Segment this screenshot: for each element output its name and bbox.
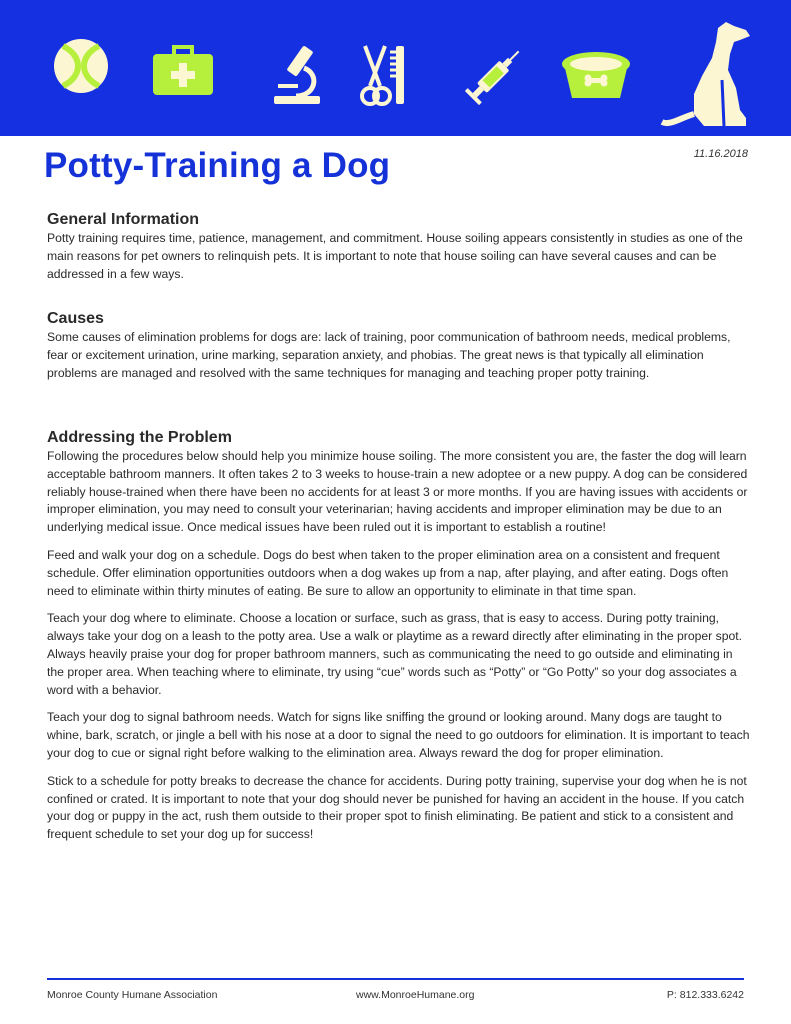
section-paragraph: Some causes of elimination problems for dogs are: lack of training, poor communication of bathroom needs, medical problems, fear or excitement urination, urine marking, separation anxiety, and phobias. The great news is that typically all elimination problems are managed and resolved with the same techniques for managing and teaching proper potty training. — [47, 330, 731, 380]
section-paragraph: Teach your dog where to eliminate. Choose a location or surface, such as grass, that is easy to access. During potty training, always take your dog on a leash to the potty area. Use a walk or playtime as a reward directly after eliminating in the proper spot. Always heavily praise your dog for proper bathroom manners, such as communicating the need to go outside and eliminating in the proper area. When teaching where to eliminate, try using “cue” words such as “Potty” or “Go Potty” so your dog associates a word with a behavior. — [47, 611, 743, 697]
section-heading: General Information — [47, 211, 200, 228]
first-aid-kit-icon — [152, 44, 214, 96]
sitting-dog-icon — [660, 18, 760, 130]
section-paragraph: Potty training requires time, patience, management, and commitment. House soiling appears consistently in studies as one of the main reasons for pet owners to relinquish pets. It is important to note that house soiling can have several causes and can be addressed in a few ways. — [47, 231, 743, 281]
section-paragraph: Stick to a schedule for potty breaks to decrease the chance for accidents. During potty training, supervise your dog when he is not confined or crated. It is important to note that your dog should never be punished for having an accident in the house. If you catch your dog or puppy in the act, rush them outside to their proper spot to finish eliminating. Be patient and stick to a consistent and frequent schedule to set your dog up for success! — [47, 773, 747, 842]
page-title: Potty-Training a Dog — [44, 146, 391, 185]
section-heading: Addressing the Problem — [47, 429, 232, 446]
microscope-icon — [268, 44, 324, 106]
document-date: 11.16.2018 — [693, 148, 748, 160]
footer-organization: Monroe County Humane Association — [47, 989, 218, 1001]
footer-divider — [47, 978, 744, 980]
footer-website: www.MonroeHumane.org — [356, 989, 475, 1001]
section-causes — [47, 309, 752, 382]
section-paragraph: Feed and walk your dog on a schedule. Dogs do best when taken to the proper elimination area on a consistent and frequent schedule. Offer elimination opportunities outdoors when a dog wakes up from a nap, after playing, and after eating. Dogs often need to eliminate within thirty minutes of eating. Be sure to allow an opportunity to eliminate in that time span. — [47, 547, 729, 598]
header-banner — [0, 0, 791, 136]
section-addressing-the-problem — [47, 428, 752, 844]
section-paragraph: Following the procedures below should help you minimize house soiling. The more consistent you are, the faster the dog will learn acceptable bathroom manners. It often takes 2 to 3 weeks to house-train a new adoptee or a new puppy. A dog can be considered reliably house-trained when there have been no accidents for at least 3 or more months. If you are having issues with accidents or improper elimination, you may need to consult your veterinarian; having accidents and improper elimination may be due to an underlying medical issue. Once medical issues have been ruled out it is important to establish a routine! — [47, 449, 748, 535]
syringe-icon — [462, 40, 530, 108]
section-general-information — [47, 210, 752, 283]
section-paragraph: Teach your dog to signal bathroom needs. Watch for signs like sniffing the ground or looking around. Many dogs are taught to whine, bark, scratch, or jingle a bell with his nose at a door to signal the need to go outdoors for elimination. It is important to teach your dog to cue or signal right before walking to the elimination area. Always reward the dog for proper elimination. — [47, 710, 750, 760]
dog-bowl-icon — [556, 48, 636, 102]
section-heading: Causes — [47, 310, 104, 327]
scissors-comb-icon — [360, 44, 408, 108]
footer-phone: P: 812.333.6242 — [666, 989, 744, 1001]
tennis-ball-icon — [53, 38, 109, 94]
